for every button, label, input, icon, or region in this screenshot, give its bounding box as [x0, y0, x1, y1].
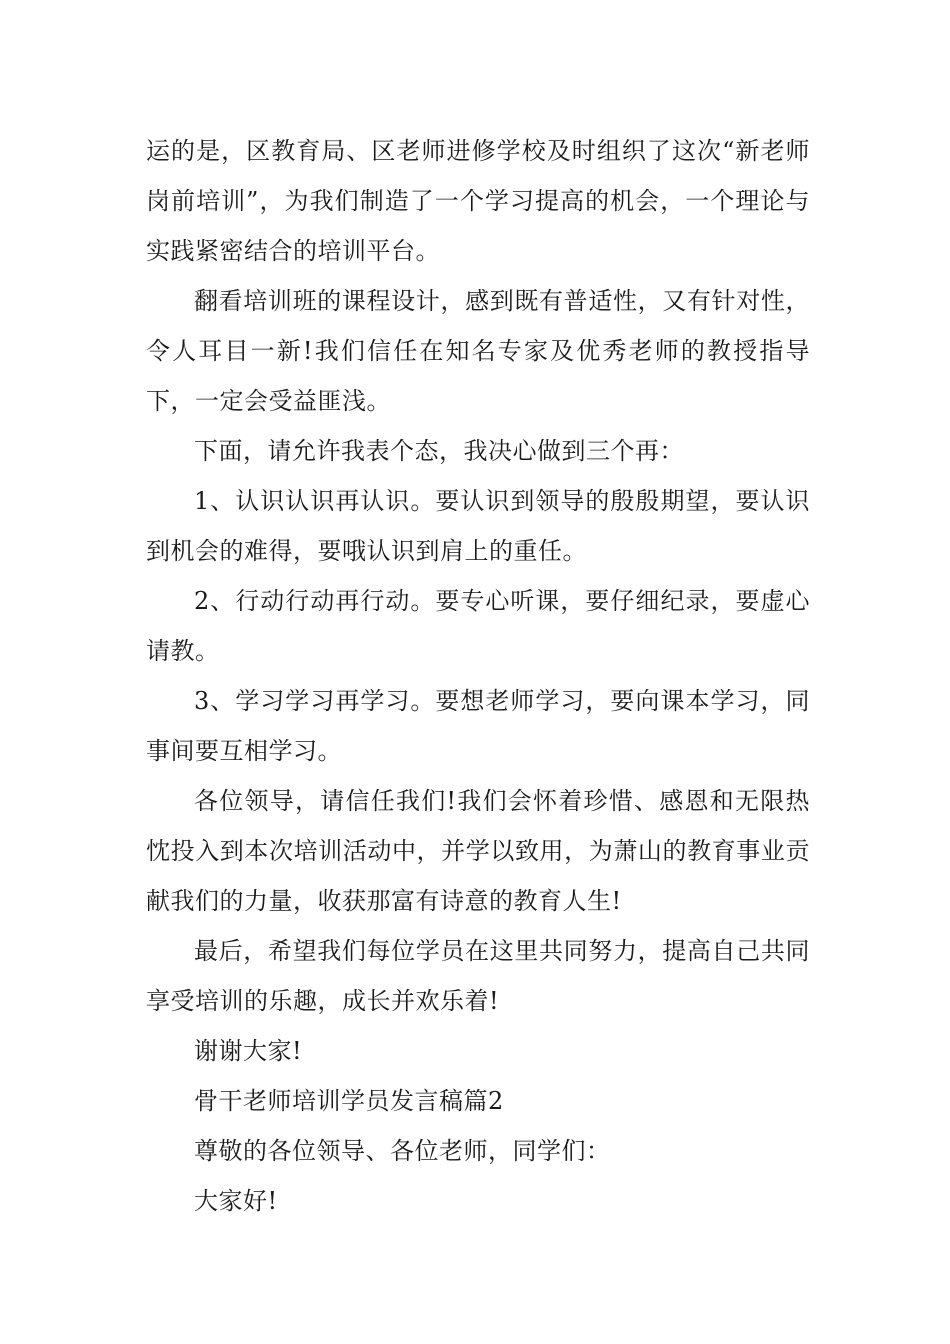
- list-item-1: 1、认识认识再认识。要认识到领导的殷殷期望，要认识到机会的难得，要哦认识到肩上的重任。: [146, 487, 810, 565]
- document-body: [146, 126, 810, 1226]
- list-item-3: 3、学习学习再学习。要想老师学习，要向课本学习，同事间要互相学习。: [146, 687, 810, 765]
- paragraph: 下面，请允许我表个态，我决心做到三个再：: [194, 437, 684, 465]
- greeting: 大家好!: [194, 1187, 278, 1215]
- salutation: 尊敬的各位领导、各位老师，同学们：: [194, 1137, 611, 1165]
- paragraph: 最后，希望我们每位学员在这里共同努力，提高自己共同享受培训的乐趣，成长并欢乐着!: [146, 937, 810, 1015]
- paragraph-continued: 运的是，区教育局、区老师进修学校及时组织了这次“新老师岗前培训”，为我们制造了一个学习提高的机会，一个理论与实践紧密结合的培训平台。: [146, 137, 810, 265]
- paragraph: 翻看培训班的课程设计，感到既有普适性，又有针对性，令人耳目一新!我们信任在知名专家及优秀老师的教授指导下，一定会受益匪浅。: [146, 287, 810, 415]
- closing-thanks: 谢谢大家!: [194, 1037, 303, 1065]
- list-item-2: 2、行动行动再行动。要专心听课，要仔细纪录，要虚心请教。: [146, 587, 810, 665]
- paragraph: 各位领导，请信任我们!我们会怀着珍惜、感恩和无限热忱投入到本次培训活动中，并学以致用，为萧山的教育事业贡献我们的力量，收获那富有诗意的教育人生!: [146, 787, 810, 915]
- section-title: 骨干老师培训学员发言稿篇2: [194, 1087, 504, 1115]
